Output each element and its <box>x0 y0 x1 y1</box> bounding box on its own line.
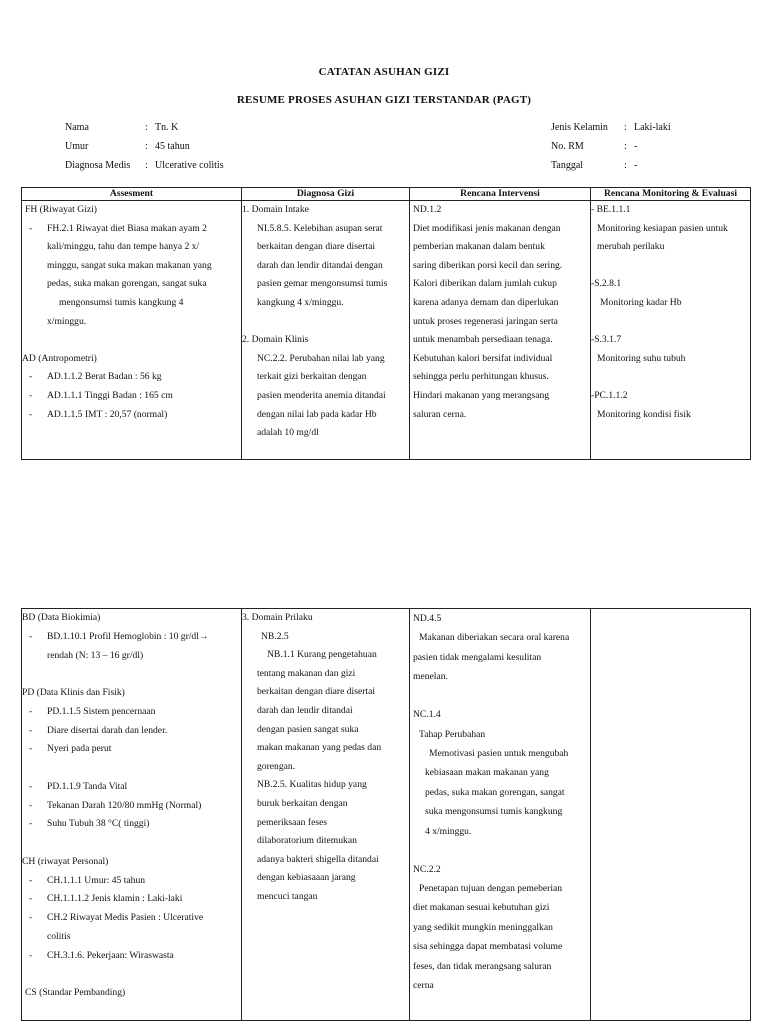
header-monitoring: Rencana Monitoring & Evaluasi <box>591 188 751 201</box>
assessment-cell <box>22 609 242 1021</box>
monitoring-code: -S.3.1.7 <box>591 334 622 346</box>
patient-info-left <box>65 118 224 175</box>
patient-gender: Laki-laki <box>634 122 671 133</box>
list-item: - Tekanan Darah 120/80 mmHg (Normal) <box>29 799 202 811</box>
list-item: - CH.2 Riwayat Medis Pasien : Ulcerative colitis <box>29 912 204 942</box>
list-item: - CH.3.1.6. Pekerjaan: Wiraswasta <box>29 949 174 961</box>
table-row <box>22 609 751 1021</box>
patient-info-right <box>551 118 671 175</box>
domain-intake-title: 1. Domain Intake <box>242 204 309 215</box>
patient-date: - <box>634 160 638 171</box>
intervensi-code: ND.1.2 <box>413 204 442 215</box>
diagnosa-block1: NB.1.1 Kurang pengetahuan tentang makanan dan gizi berkaitan dengan diare disertai darah dan lendir ditandai dengan pasien sangat suka makan makanan yang pedas dan gorengan. NB.2.5. Kualitas hidup yang buruk berkaitan dengan pemeriksaan feses dilaboratorium ditemukan adanya bakteri shigella ditandai dengan kebiasaaan jarang mencuci tangan <box>257 649 382 902</box>
diagnosa-code: NB.2.5 <box>261 630 289 642</box>
intervensi-code: NC.1.4 <box>413 709 441 721</box>
patient-rm-row: No. RM : - <box>551 137 671 156</box>
list-item: - PD.1.1.5 Sistem pencernaan <box>29 705 156 717</box>
fh-text: FH.2.1 Riwayat diet Biasa makan ayam 2 kali/minggu, tahu dan tempe hanya 2 x/ minggu, sangat suka makan makanan yang pedas, suka makan gorengan, sangat suka mengonsumsi tumis kangkung 4 x/minggu. <box>47 222 212 327</box>
list-item: - Nyeri pada perut <box>29 743 112 755</box>
bd-title: BD (Data Biokimia) <box>22 612 101 623</box>
intervensi-code: NC.2.2 <box>413 863 441 875</box>
monitoring-cell <box>591 609 751 1021</box>
header-diagnosa: Diagnosa Gizi <box>242 188 410 201</box>
patient-date-row: Tanggal : - <box>551 156 671 175</box>
table-header-row <box>22 188 751 201</box>
list-item: - CH.1.1.1.2 Jenis klamin : Laki-laki <box>29 893 183 905</box>
intervensi-cell: ND.4.5 Makanan diberiakan secara oral karena pasien tidak mengalami kesulitan menelan. NC.1.4 Tahap Perubahan Memotivasi pasien untuk mengubah kebiasaan makan makanan yang pedas, suka makan gorengan, sangat suka mengonsumsi tumis kangkung 4 x/minggu. NC.2.2 Penetapan tujuan dengan pemeberian diet makanan sesuai kebutuhan gizi yang sedikit mungkin meninggalkan sisa sehingga dapat membatasi volume feses, dan tidak merangsang saluran cerna <box>410 609 591 1021</box>
list-item: - Diare disertai darah dan lender. <box>29 724 168 736</box>
list-item: - BD.1.10.1 Profil Hemoglobin : 10 gr/dl→ rendah (N: 13 – 16 gr/dl) <box>29 630 209 661</box>
fh-title: FH (Riwayat Gizi) <box>25 204 97 215</box>
patient-age: 45 tahun <box>155 141 190 152</box>
assessment-cell: FH (Riwayat Gizi) - FH.2.1 Riwayat diet Biasa makan ayam 2 kali/minggu, tahu dan tempe hanya 2 x/ minggu, sangat suka makan makanan yang pedas, suka makan gorengan, sangat suka mengonsumsi tumis kangkung 4 x/minggu. AD (Antropometri) - AD.1.1.2 Berat Badan : 56 kg - AD.1.1.1 Tinggi Badan : 165 cm - AD.1.1.5 IMT : 20,57 (normal) <box>22 201 242 460</box>
domain-klinis-title: 2. Domain Klinis <box>242 334 309 346</box>
diagnosa-cell <box>242 609 410 1021</box>
pd-title: PD (Data Klinis dan Fisik) <box>22 686 125 698</box>
header-assessment: Assesment <box>22 188 242 201</box>
list-item: - CH.1.1.1 Umur: 45 tahun <box>29 874 146 886</box>
header-intervensi: Rencana Intervensi <box>410 188 591 201</box>
patient-name-row: Nama : Tn. K <box>65 118 224 137</box>
domain-intake-text: NI.5.8.5. Kelebihan asupan serat berkaitan dengan diare disertai darah dan lendir ditandai dengan pasien gemar mengonsumsi tumis kangkung 4 x/minggu. <box>257 222 388 308</box>
list-item: - AD.1.1.1 Tinggi Badan : 165 cm <box>29 389 173 401</box>
monitoring-code: -PC.1.1.2 <box>591 389 628 401</box>
ad-title: AD (Antropometri) <box>22 352 97 364</box>
monitoring-code: - BE.1.1.1 <box>591 204 631 215</box>
intervensi-cell <box>410 201 591 460</box>
list-item: - Suhu Tubuh 38 °C( tinggi) <box>29 818 150 830</box>
monitoring-cell: - BE.1.1.1 Monitoring kesiapan pasien untuk merubah perilaku -S.2.8.1 Monitoring kadar Hb -S.3.1.7 Monitoring suhu tubuh -PC.1.1.2 Monitoring kondisi fisik <box>591 201 751 460</box>
patient-age-row: Umur : 45 tahun <box>65 137 224 156</box>
list-item: - PD.1.1.9 Tanda Vital <box>29 780 128 792</box>
pagt-table-page2 <box>21 608 751 1021</box>
cs-title: CS (Standar Pembanding) <box>25 987 126 999</box>
list-item: - AD.1.1.5 IMT : 20,57 (normal) <box>29 408 168 420</box>
table-row <box>22 201 751 460</box>
patient-rm: - <box>634 141 638 152</box>
intervensi-code: ND.4.5 <box>413 613 442 624</box>
ch-title: CH (riwayat Personal) <box>22 855 109 867</box>
monitoring-code: -S.2.8.1 <box>591 278 622 290</box>
patient-diagnosis-row: Diagnosa Medis : Ulcerative colitis <box>65 156 224 175</box>
intervensi-text: Diet modifikasi jenis makanan dengan pemberian makanan dalam bentuk saring diberikan porsi kecil dan sering. Kalori diberikan dalam jumlah cukup karena adanya demam dan diperlukan untuk proses regenerasi jaringan serta untuk menambah persediaan tenaga. Kebutuhan kalori bersifat individual sehingga perlu perhitungan khusus. Hindari makanan yang merangsang saluran cerna. <box>413 222 563 420</box>
pagt-table-page1 <box>21 187 751 460</box>
document-subtitle: RESUME PROSES ASUHAN GIZI TERSTANDAR (PAGT) <box>236 94 532 106</box>
patient-diagnosis: Ulcerative colitis <box>155 160 224 171</box>
domain-klinis-text: NC.2.2. Perubahan nilai lab yang terkait gizi berkaitan dengan pasien menderita anemia ditandai dengan nilai lab pada kadar Hb adalah 10 mg/dl <box>257 352 386 439</box>
domain-prilaku-title: 3. Domain Prilaku <box>242 612 313 623</box>
list-item: - AD.1.1.2 Berat Badan : 56 kg <box>29 371 162 383</box>
document-title: CATATAN ASUHAN GIZI <box>318 66 450 78</box>
patient-gender-row: Jenis Kelamin : Laki-laki <box>551 118 671 137</box>
patient-name: Tn. K <box>155 122 179 133</box>
diagnosa-cell <box>242 201 410 460</box>
